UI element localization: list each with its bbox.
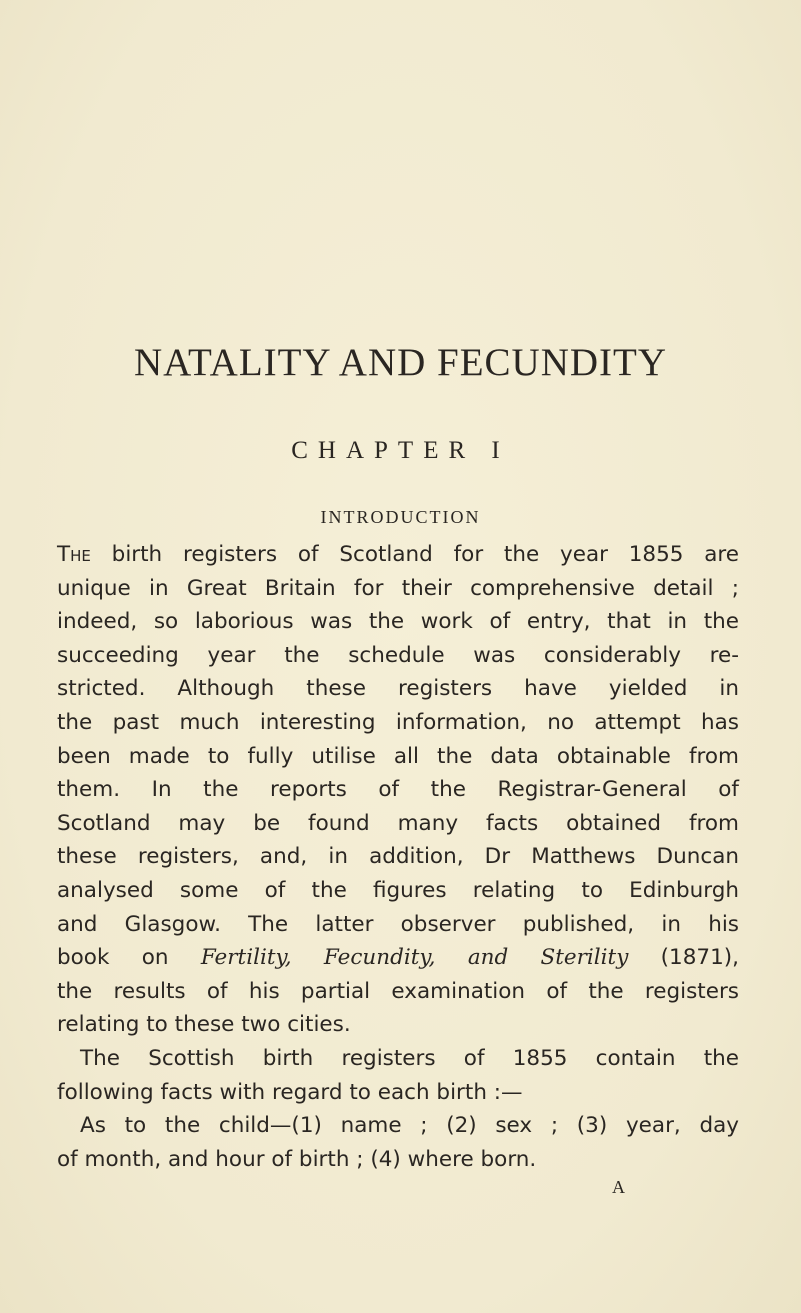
text-line: and Glasgow. The latter observer published, in his: [57, 911, 739, 937]
book-title: NATALITY AND FECUNDITY: [133, 341, 668, 384]
text-line: As to the child—(1) name ; (2) sex ; (3) year, day: [80, 1113, 739, 1139]
text-line: been made to fully utilise all the data obtainable from: [57, 743, 739, 769]
signature-mark: A: [612, 1177, 625, 1197]
book-reference: Fertility, Fecundity, and Sterility: [200, 945, 629, 971]
body-text: [57, 538, 739, 1176]
text-line: relating to these two cities.: [57, 1012, 351, 1038]
text-line: The Scottish birth registers of 1855 contain the: [80, 1045, 739, 1071]
section-heading: INTRODUCTION: [320, 507, 481, 527]
text-line: stricted. Although these registers have yielded in: [57, 676, 739, 702]
text-line: following facts with regard to each birth :—: [57, 1079, 523, 1105]
text-line: of month, and hour of birth ; (4) where born.: [57, 1146, 537, 1172]
text-line: unique in Great Britain for their comprehensive detail ;: [57, 575, 739, 601]
text-line: indeed, so laborious was the work of entry, that in the: [57, 609, 739, 635]
text-line: The birth registers of Scotland for the year 1855 are: [57, 542, 739, 567]
text-line: the past much interesting information, no attempt has: [57, 709, 739, 735]
opening-word: The: [57, 542, 91, 567]
text-line: these registers, and, in addition, Dr Matthews Duncan: [57, 844, 739, 870]
text-line: book on Fertility, Fecundity, and Sterility (1871),: [57, 945, 739, 971]
text-line: succeeding year the schedule was considerably re-: [57, 642, 739, 668]
text-line: them. In the reports of the Registrar-General of: [57, 777, 739, 803]
chapter-heading: CHAPTER I: [291, 437, 510, 464]
text-line: analysed some of the figures relating to Edinburgh: [57, 877, 739, 903]
text-line: the results of his partial examination of the registers: [57, 978, 739, 1004]
text-line: Scotland may be found many facts obtained from: [57, 810, 739, 836]
